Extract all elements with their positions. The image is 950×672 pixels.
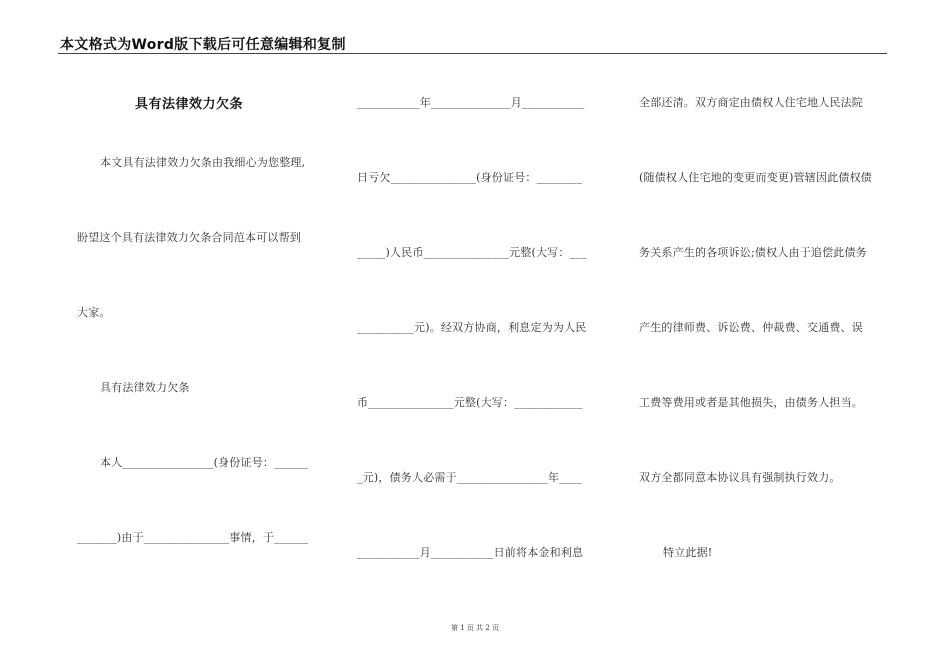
column2-line-1: ___________年______________月___________ [357,96,585,109]
column1-subtitle: 具有法律效力欠条 [100,381,190,394]
column2-line-7: ___________月___________日前将本金和利息 [357,546,584,559]
header-divider [58,53,887,54]
column3-line-2: (随债权人住宅地的变更而变更)管辖因此债权债 [639,171,872,184]
column2-line-3: _____)人民币_______________元整(大写：___ [357,246,587,259]
column1-line-3: 大家。 [77,306,111,319]
page-indicator: 第 1 页 共 2 页 [450,624,500,632]
column1-line-5: 本人________________(身份证号：______ [100,456,309,469]
column3-line-5: 工费等费用或者是其他损失，由债务人担当。 [639,396,863,409]
column3-line-1: 全部还清。双方商定由债权人住宅地人民法院 [639,96,863,109]
column1-line-2: 盼望这个具有法律效力欠条合同范本可以帮到 [77,231,301,244]
column2-line-5: 币_______________元整(大写：____________ [357,396,583,409]
column3-line-4: 产生的律师费、诉讼费、仲裁费、交通费、误 [639,321,863,334]
column2-line-2: 日亏欠_______________(身份证号：________ [357,171,583,184]
column1-line-6: _______)由于_______________事情，于______ [77,531,309,544]
document-banner: 本文格式为Word版下载后可任意编辑和复制 [60,37,346,53]
column3-line-6: 双方全都同意本协议具有强制执行效力。 [639,471,841,484]
column3-closing: 特立此据! [663,546,713,559]
column1-line-1: 本文具有法律效力欠条由我细心为您整理, [100,156,306,169]
column2-line-6: _元)，债务人必需于________________年____ [357,471,582,484]
column3-line-3: 务关系产生的各项诉讼;债权人由于追偿此债务 [639,246,867,259]
document-title: 具有法律效力欠条 [135,97,244,112]
column2-line-4: __________元)。经双方协商，利息定为为人民 [357,321,587,334]
